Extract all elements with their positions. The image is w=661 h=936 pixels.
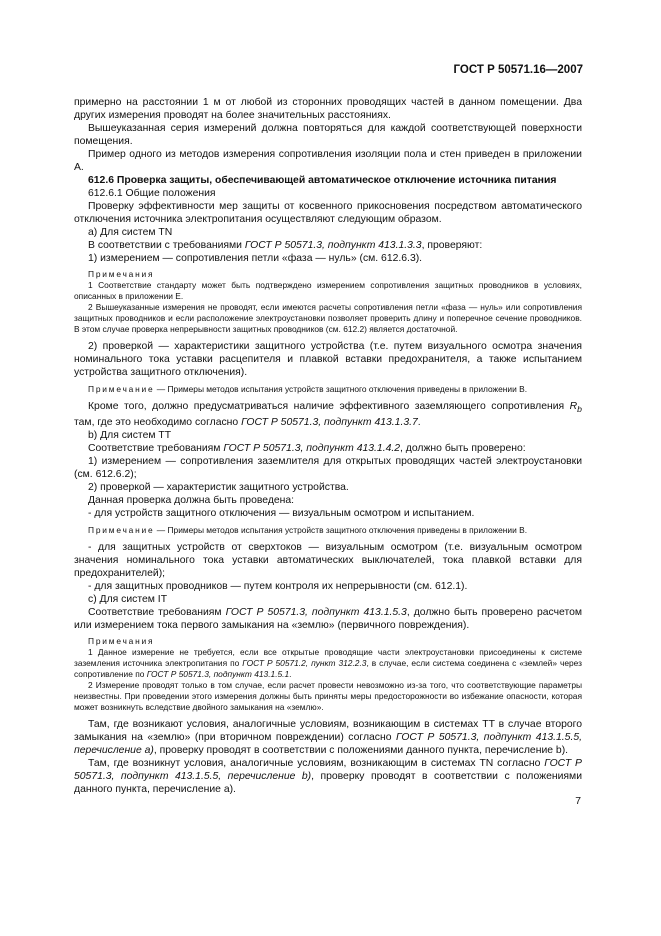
text: В соответствии с требованиями bbox=[88, 240, 245, 251]
paragraph bbox=[74, 400, 582, 429]
symbol-subscript: b bbox=[577, 404, 582, 415]
text: , проверку проводят в соответствии с положениями данного пункта, перечисление а). bbox=[74, 771, 582, 796]
note: 1 Соответствие стандарту может быть подтверждено измерением сопротивления защитных проводников в условиях, описанных в приложении Е. bbox=[74, 280, 582, 301]
reference: ГОСТ Р 50571.3, подпункт 413.1.5.5, перечисление b) bbox=[74, 758, 582, 783]
list-item: - для защитных устройств от сверхтоков — визуальным осмотром (т.е. визуальным осмотром значения номинального тока уставки автоматических выключателей, тока плавкой вставки для предохранителей); bbox=[74, 542, 582, 580]
text: там, где это необходимо согласно bbox=[74, 417, 242, 429]
paragraph: Вышеуказанная серия измерений должна повторяться для каждой соответствующей поверхности помещения. bbox=[74, 123, 582, 147]
notes-label: Примечания bbox=[88, 636, 155, 647]
text: Соответствие требованиям bbox=[88, 607, 226, 619]
paragraph: примерно на расстоянии 1 м от любой из сторонних проводящих частей в данном помещении. Два других измерения проводят на более значительных расстояниях. bbox=[74, 97, 582, 121]
note bbox=[74, 384, 582, 395]
text: . bbox=[417, 417, 421, 429]
subsection-heading: 612.6.1 Общие положения bbox=[88, 188, 216, 199]
list-item: - для устройств защитного отключения — визуальным осмотром и испытанием. bbox=[88, 508, 475, 520]
text: Соответствие требованиям bbox=[88, 443, 224, 455]
paragraph bbox=[74, 606, 582, 632]
symbol: R bbox=[569, 401, 578, 412]
list-heading: а) Для систем TN bbox=[88, 227, 173, 238]
paragraph bbox=[74, 757, 582, 796]
list-item: 2) проверкой — характеристик защитного устройства. bbox=[88, 482, 349, 494]
note bbox=[74, 647, 582, 680]
text: Там, где возникнут условия, аналогичные условиям, возникающим в системах TN согласно bbox=[88, 758, 545, 770]
reference: ГОСТ Р 50571.2, пункт 312.2.3 bbox=[242, 658, 367, 669]
heading-text: 612.6 Проверка защиты, обеспечивающей автоматическое отключение источника питания bbox=[88, 175, 557, 186]
text: Кроме того, должно предусматриваться наличие эффективного заземляющего сопротивления bbox=[88, 401, 570, 412]
paragraph: Проверку эффективности мер защиты от косвенного прикосновения посредством автоматического отключения источника электропитания осуществляют следующим образом. bbox=[74, 201, 582, 225]
reference: ГОСТ Р 50571.3, подпункт 413.1.5.3 bbox=[225, 607, 407, 619]
list-item: - для защитных проводников — путем контроля их непрерывности (см. 612.1). bbox=[88, 581, 468, 593]
note-text: — Примеры методов испытания устройств защитного отключения приведены в приложении В. bbox=[154, 525, 528, 536]
reference: ГОСТ Р 50571.3, подпункт 413.1.4.2 bbox=[223, 443, 401, 455]
note-text: . bbox=[289, 669, 292, 680]
text: , проверяют: bbox=[421, 240, 483, 251]
reference: ГОСТ Р 50571.3, подпункт 413.1.5.5, перечисление а) bbox=[74, 732, 583, 757]
list-item: 1) измерением — сопротивления петли «фаза — нуль» (см. 612.6.3). bbox=[88, 253, 423, 264]
page-number: 7 bbox=[575, 796, 581, 807]
page-header: ГОСТ Р 50571.16—2007 bbox=[453, 64, 583, 76]
reference: ГОСТ Р 50571.3, подпункт 413.1.3.7 bbox=[241, 417, 418, 429]
text: , проверку проводят в соответствии с положениями данного пункта, перечисление b). bbox=[153, 745, 569, 757]
note: 2 Вышеуказанные измерения не проводят, если имеются расчеты сопротивления петли «фаза — нуль» или сопротивления защитных проводников и если расположение электроустановки позволяет проверить длину и поперечное сечение проводников. В этом случае проверка непрерывности защитных проводников (см. 612.2) является достаточной. bbox=[74, 302, 582, 334]
note-text: , в случае, если система соединена с «землей» через сопротивление по bbox=[74, 658, 582, 680]
notes-label: Примечания bbox=[88, 269, 155, 279]
note bbox=[74, 525, 582, 536]
list-item: 1) измерением — сопротивления заземлителя для открытых проводящих частей электроустановки (см. 612.6.2); bbox=[74, 456, 582, 481]
paragraph bbox=[74, 239, 582, 252]
reference: ГОСТ Р 50571.3, подпункт 413.1.3.3 bbox=[244, 240, 422, 251]
section-heading bbox=[74, 174, 582, 187]
text: , должно быть проверено: bbox=[400, 443, 526, 455]
paragraph bbox=[74, 718, 582, 757]
text: Там, где возникают условия, аналогичные условиям, возникающим в системах TT в случае второго замыкания на «землю» (при вторичном повреждении) согласно bbox=[74, 719, 582, 744]
paragraph bbox=[74, 442, 582, 455]
note: 2 Измерение проводят только в том случае, если расчет провести невозможно из-за того, что соответствующие параметры неизвестны. При проведении этого измерения должны быть приняты меры предосторожности во избежание опасности, которая может возникнуть вследствие двойного замыкания на «землю». bbox=[74, 680, 582, 713]
list-item: 2) проверкой — характеристики защитного устройства (т.е. путем визуального осмотра значения номинального тока уставки расцепителя и плавкой вставки предохранителя, а также испытанием устройства защитного отключения). bbox=[74, 341, 582, 378]
document-body bbox=[74, 96, 582, 796]
note-text: 1 Данное измерение не требуется, если все открытые проводящие части электроустановки присоединены к системе заземления источника электропитания по bbox=[74, 647, 582, 669]
paragraph: Пример одного из методов измерения сопротивления изоляции пола и стен приведен в приложении А. bbox=[74, 149, 582, 173]
paragraph: Данная проверка должна быть проведена: bbox=[88, 495, 295, 507]
text: , должно быть проверено расчетом или измерением тока первого замыкания на «землю» (первичного повреждения). bbox=[74, 607, 583, 632]
reference: ГОСТ Р 50571.3, подпункт 413.1.5.1 bbox=[146, 669, 290, 680]
list-heading: с) Для систем IT bbox=[88, 594, 168, 606]
list-heading: b) Для систем TT bbox=[88, 430, 172, 442]
note-text: — Примеры методов испытания устройств защитного отключения приведены в приложении В. bbox=[154, 384, 528, 394]
note-label: Примечание bbox=[88, 525, 155, 536]
note-label: Примечание bbox=[88, 384, 155, 394]
